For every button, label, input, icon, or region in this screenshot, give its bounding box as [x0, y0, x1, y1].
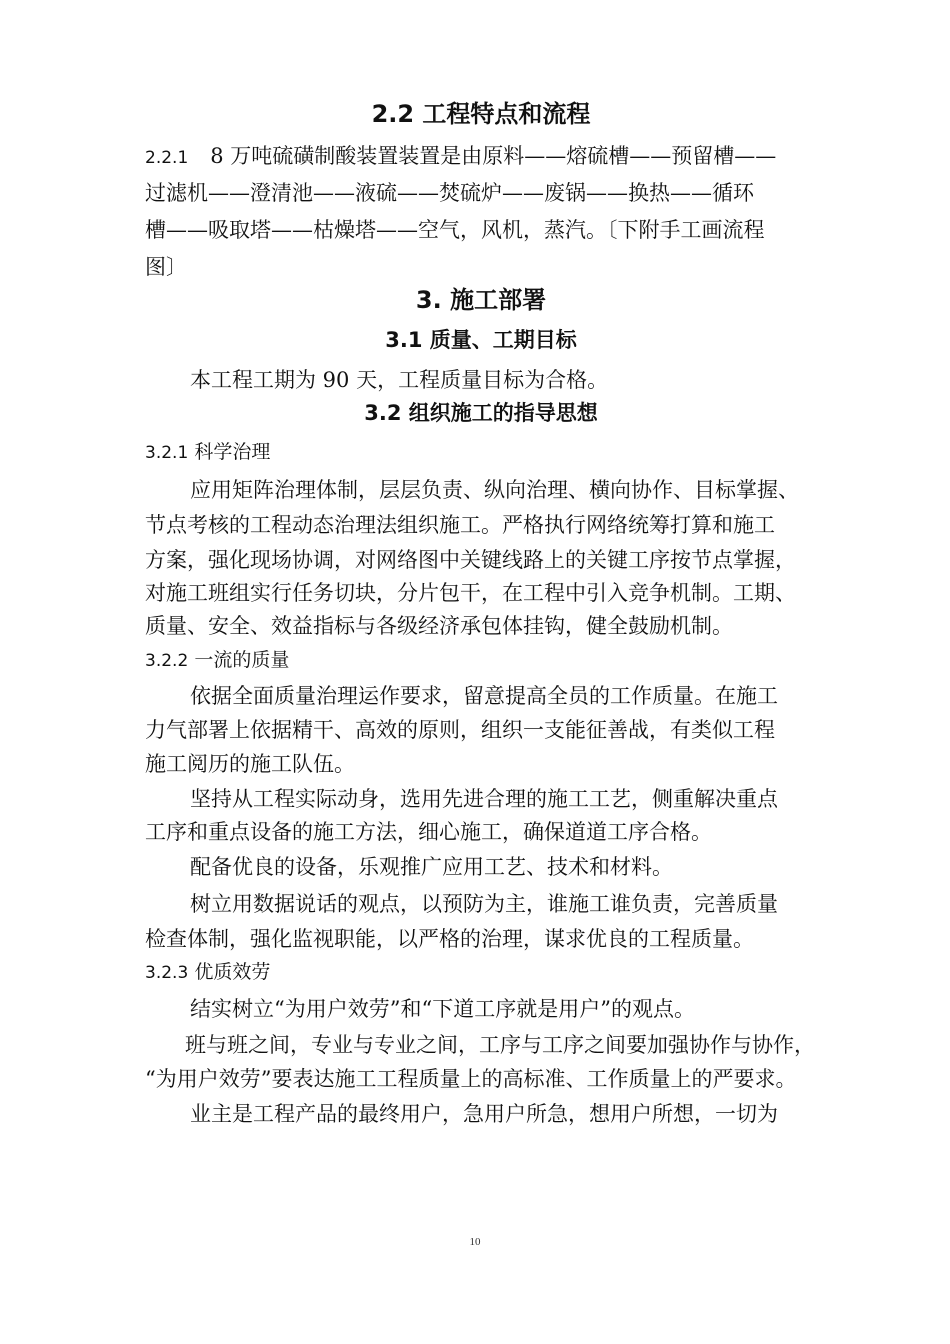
paragraph-line: 本工程工期为 90 天，工程质量目标为合格。: [190, 368, 609, 392]
paragraph-line: 坚持从工程实际动身，选用先进合理的施工工艺，侧重解决重点: [190, 787, 778, 811]
subsection-3-2-2-heading: [145, 646, 817, 675]
paragraph-line: 依据全面质量治理运作要求，留意提高全员的工作质量。在施工: [190, 684, 778, 708]
paragraph-line: 配备优良的设备，乐观推广应用工艺、技术和材料。: [190, 855, 673, 879]
paragraph-line: 对施工班组实行任务切块，分片包干，在工程中引入竞争机制。工期、: [145, 581, 796, 605]
paragraph-line: 班与班之间，专业与专业之间，工序与工序之间要加强协作与协作，: [185, 1033, 815, 1057]
subsection-number: 3.2.3: [145, 963, 189, 983]
paragraph-line: “为用户效劳”要表达施工工程质量上的高标准、工作质量上的严要求。: [145, 1067, 797, 1091]
paragraph-line: 检查体制，强化监视职能，以严格的治理，谋求优良的工程质量。: [145, 927, 754, 951]
section-3-heading: 3. 施工部署: [415, 286, 547, 314]
section-3-2-heading: 3.2 组织施工的指导思想: [364, 401, 598, 425]
paragraph-line: [145, 141, 817, 173]
subsection-title: 科学治理: [194, 441, 271, 463]
paragraph-line: 结实树立“为用户效劳”和“下道工序就是用户”的观点。: [190, 997, 695, 1021]
paragraph-line: 施工阅历的施工队伍。: [145, 752, 355, 776]
paragraph-line: 应用矩阵治理体制，层层负责、纵向治理、横向协作、目标掌握、: [190, 478, 799, 502]
paragraph-line: 业主是工程产品的最终用户，急用户所急，想用户所想，一切为: [190, 1102, 778, 1126]
section-2-2-heading: 2.2 工程特点和流程: [371, 100, 591, 128]
item-number: 2.2.1: [145, 148, 189, 168]
paragraph-line: 槽——吸取塔——枯燥塔——空气，风机，蒸汽。〔下附手工画流程: [145, 218, 765, 242]
paragraph-line: 图〕: [145, 255, 187, 279]
paragraph-line: 方案，强化现场协调，对网络图中关键线路上的关键工序按节点掌握，: [145, 548, 796, 572]
subsection-number: 3.2.1: [145, 443, 189, 463]
paragraph-line: 过滤机——澄清池——液硫——焚硫炉——废锅——换热——循环: [145, 181, 754, 205]
paragraph-text: 8 万吨硫磺制酸装置装置是由原料——熔硫槽——预留槽——: [210, 144, 777, 168]
paragraph-line: 节点考核的工程动态治理法组织施工。严格执行网络统筹打算和施工: [145, 513, 775, 537]
subsection-title: 优质效劳: [194, 961, 271, 983]
paragraph-line: 工序和重点设备的施工方法，细心施工，确保道道工序合格。: [145, 820, 712, 844]
subsection-number: 3.2.2: [145, 651, 189, 671]
subsection-3-2-1-heading: [145, 438, 817, 467]
page-number: 10: [469, 1236, 481, 1248]
subsection-title: 一流的质量: [194, 649, 290, 671]
paragraph-line: 树立用数据说话的观点，以预防为主，谁施工谁负责，完善质量: [190, 892, 778, 916]
paragraph-line: 质量、安全、效益指标与各级经济承包体挂钩，健全鼓励机制。: [145, 614, 733, 638]
subsection-3-2-3-heading: [145, 958, 817, 987]
paragraph-line: 力气部署上依据精干、高效的原则，组织一支能征善战，有类似工程: [145, 718, 775, 742]
section-3-1-heading: 3.1 质量、工期目标: [385, 328, 577, 352]
